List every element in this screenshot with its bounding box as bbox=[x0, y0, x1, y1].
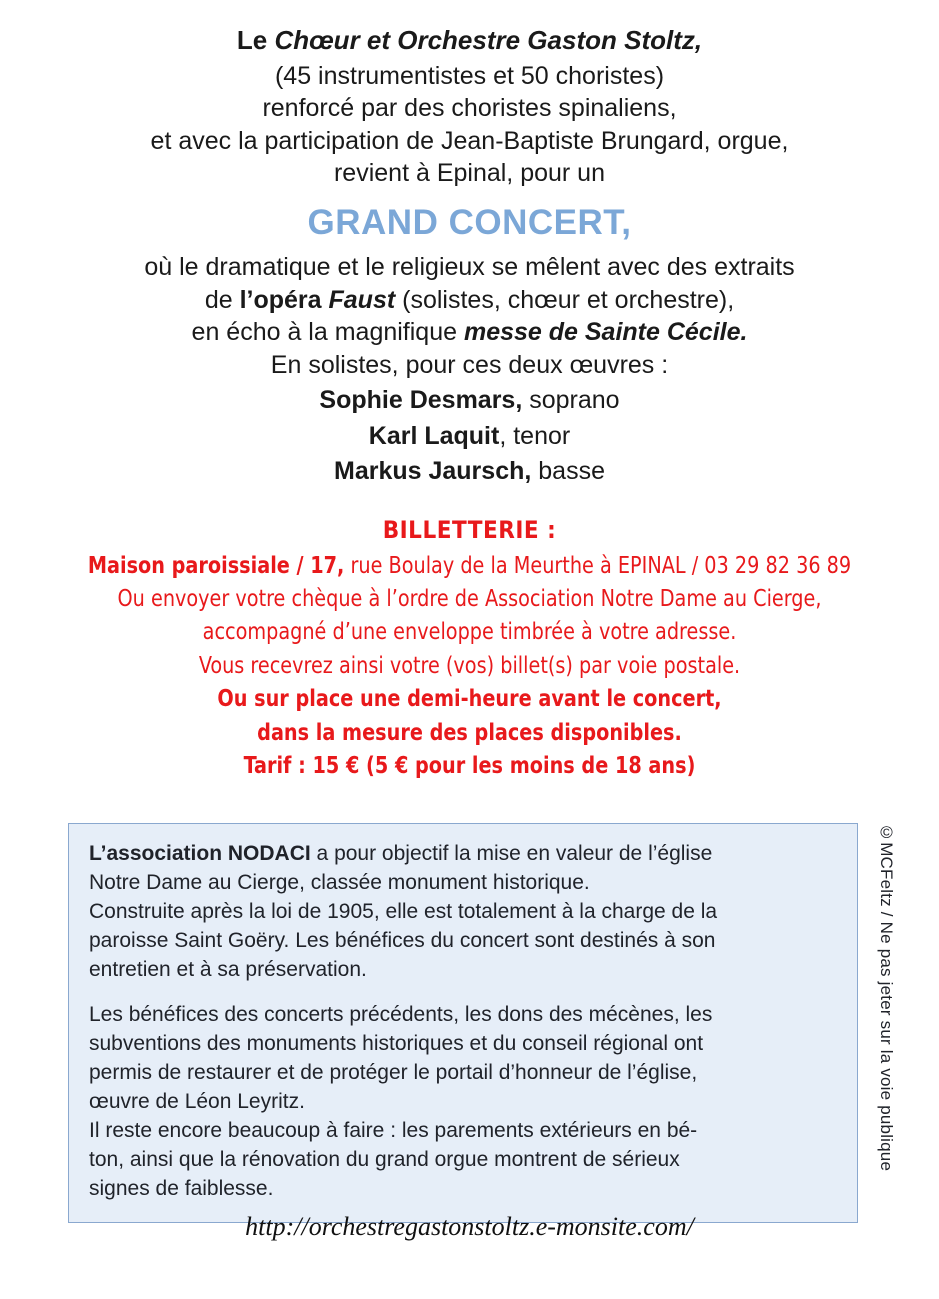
ticketing-line-5: Ou sur place une demi-heure avant le concert, bbox=[217, 686, 722, 713]
ticketing-block bbox=[30, 516, 909, 783]
association-p1-rest: a pour objectif la mise en valeur de l’église bbox=[310, 842, 713, 865]
soloist-voice: soprano bbox=[522, 386, 620, 415]
soloists-intro: En solistes, pour ces deux œuvres : bbox=[270, 350, 669, 379]
program-line-2-b: l’opéra bbox=[239, 285, 329, 314]
association-paragraph: Les bénéfices des concerts précédents, les dons des mécènes, les bbox=[89, 1002, 713, 1026]
soloist-name: Sophie Desmars, bbox=[319, 386, 523, 415]
association-paragraph: ton, ainsi que la rénovation du grand orgue montrent de sérieux bbox=[89, 1147, 680, 1171]
list-item bbox=[30, 383, 909, 419]
soloist-voice: basse bbox=[531, 457, 605, 486]
association-paragraph: Il reste encore beaucoup à faire : les parements extérieurs en bé- bbox=[89, 1118, 698, 1142]
association-paragraph: paroisse Saint Goëry. Les bénéfices du concert sont destinés à son bbox=[89, 928, 716, 952]
list-item bbox=[30, 454, 909, 490]
ticketing-line-6: dans la mesure des places disponibles. bbox=[257, 719, 682, 746]
ticketing-venue: Maison paroissiale / 17, bbox=[87, 552, 345, 579]
ticketing-price: Tarif : 15 € (5 € pour les moins de 18 ans) bbox=[243, 752, 696, 779]
website-url[interactable]: http://orchestregastonstoltz.e-monsite.com/ bbox=[245, 1212, 694, 1241]
association-info-box bbox=[68, 823, 858, 1223]
title-prefix: Le bbox=[236, 25, 275, 55]
association-paragraph: signes de faiblesse. bbox=[89, 1176, 274, 1200]
program-line-1: où le dramatique et le religieux se mêlent avec des extraits bbox=[144, 253, 795, 282]
soloist-name: Markus Jaursch, bbox=[334, 457, 532, 486]
association-paragraph: Notre Dame au Cierge, classée monument historique. bbox=[89, 870, 590, 894]
program-line-3-a: en écho à la magnifique bbox=[191, 318, 464, 347]
soloists-list bbox=[30, 383, 909, 490]
program-work-messe: messe de Sainte Cécile. bbox=[463, 318, 748, 347]
grand-concert-heading: GRAND CONCERT, bbox=[307, 202, 632, 242]
program-work-faust: Faust bbox=[328, 285, 396, 314]
header-line-4: et avec la participation de Jean-Baptiste Brungard, orgue, bbox=[150, 126, 789, 155]
program-line-2-a: de bbox=[204, 285, 240, 314]
ticketing-line-4: Vous recevrez ainsi votre (vos) billet(s) par voie postale. bbox=[198, 652, 741, 679]
header-block bbox=[30, 24, 909, 490]
association-paragraph: Construite après la loi de 1905, elle est totalement à la charge de la bbox=[89, 899, 718, 923]
soloist-name: Karl Laquit bbox=[368, 421, 500, 450]
header-line-3: renforcé par des choristes spinaliens, bbox=[262, 94, 677, 123]
association-paragraph bbox=[89, 840, 837, 869]
association-name: L’association NODACI bbox=[89, 842, 311, 865]
ensemble-title bbox=[30, 24, 909, 58]
ticketing-title: BILLETTERIE : bbox=[382, 515, 557, 544]
header-line-2: (45 instrumentistes et 50 choristes) bbox=[274, 61, 665, 90]
ticketing-line-3: accompagné d’une enveloppe timbrée à votre adresse. bbox=[202, 619, 737, 646]
program-line-2-d: (solistes, chœur et orchestre), bbox=[395, 285, 735, 314]
ticketing-line-2: Ou envoyer votre chèque à l’ordre de Association Notre Dame au Cierge, bbox=[117, 586, 822, 613]
program-line-2 bbox=[30, 284, 909, 317]
soloist-voice: , tenor bbox=[499, 421, 571, 450]
title-ensemble: Chœur et Orchestre Gaston Stoltz, bbox=[274, 25, 703, 55]
copyright-credit: ©MCFeltz / Ne pas jeter sur la voie publique bbox=[877, 823, 896, 1172]
association-paragraph: entretien et à sa préservation. bbox=[89, 957, 367, 981]
header-line-5: revient à Epinal, pour un bbox=[333, 159, 605, 188]
ticketing-address: rue Boulay de la Meurthe à EPINAL / 03 29 82 36 89 bbox=[344, 552, 852, 579]
program-line-3 bbox=[30, 316, 909, 349]
association-paragraph: subventions des monuments historiques et du conseil régional ont bbox=[89, 1031, 704, 1055]
association-paragraph: œuvre de Léon Leyritz. bbox=[89, 1089, 305, 1113]
list-item bbox=[30, 419, 909, 455]
association-paragraph: permis de restaurer et de protéger le portail d’honneur de l’église, bbox=[89, 1060, 698, 1084]
ticketing-line-1 bbox=[61, 550, 878, 583]
